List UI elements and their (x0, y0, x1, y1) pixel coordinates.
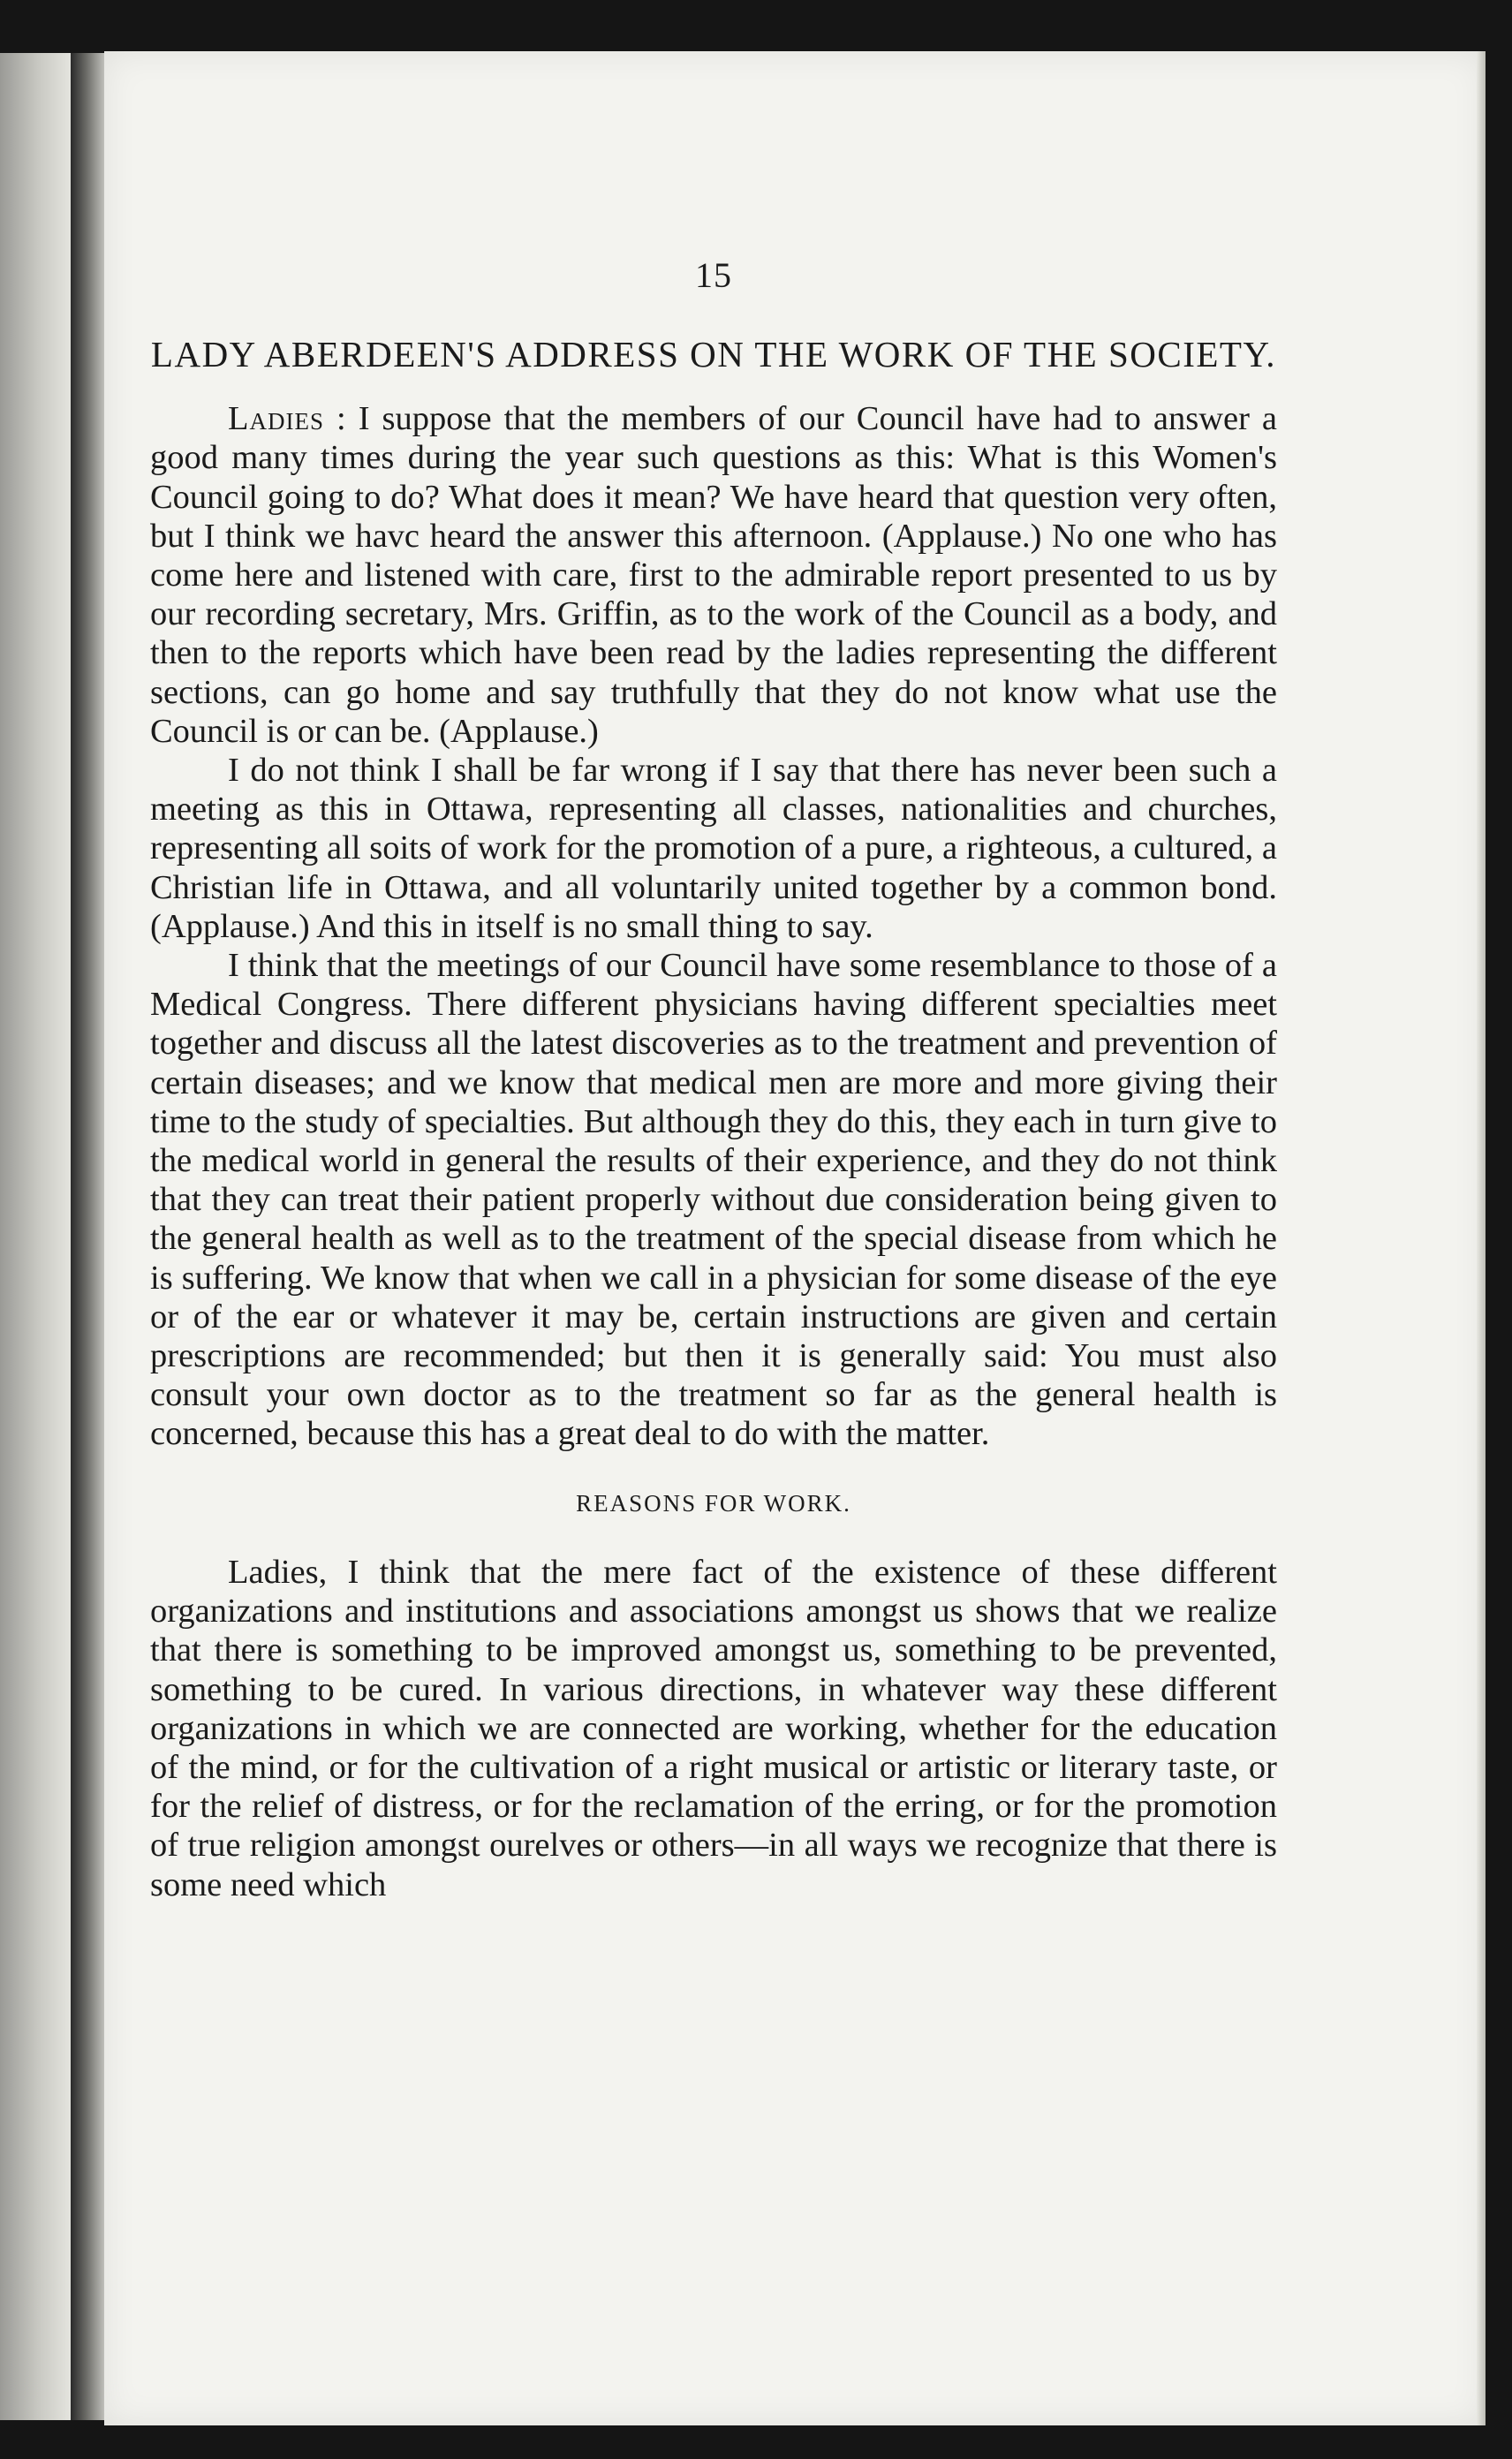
page-number: 15 (695, 255, 732, 295)
paragraph-lead: Ladies (228, 400, 325, 438)
paragraph-1-text: : I suppose that the members of our Council have had to answer a good many times during the year such questions as this: What is this Women's Council going to do? What does it mean? We have heard that question very often, but I think we havc heard the answer this afternoon. (Applause.) No one who has come here and listened with care, first to the admirable report presented to us by our recording secretary, Mrs. Griffin, as to the work of the Council as a body, and then to the reports which have been read by the ladies representing the different sections, can go home and say truthfully that they do not know what use the Council is or can be. (Applause.) (150, 400, 1278, 750)
paragraph-4: Ladies, I think that the mere fact of the existence of these different organizations and institutions and associations amongst us shows that we realize that there is something to be improved amongst us, something to be prevented, something to be cured. In various directions, in whatever way these different organizations in which we are connected are working, whether for the education of the mind, or for the cultivation of a right musical or artistic or literary taste, or for the relief of distress, or for the reclamation of the erring, or for the promotion of true religion amongst ourelves or others—in all ways we recognize that there is some need which (150, 1553, 1277, 1903)
paragraph-1 (150, 399, 1277, 751)
left-page-edge (0, 53, 71, 2420)
page-right-edge (1477, 51, 1486, 2425)
paragraph-2: I do not think I shall be far wrong if I say that there has never been such a meeting as this in Ottawa, representing all classes, nationalities and churches, representing all soits of work for the promotion of a pure, a righteous, a cultured, a Christian life in Ottawa, and all voluntarily united together by a common bond. (Applause.) And this in itself is no small thing to say. (150, 752, 1277, 945)
page-content (150, 256, 1277, 1904)
page-title: LADY ABERDEEN'S ADDRESS ON THE WORK OF THE SOCIETY. (150, 334, 1277, 375)
section-heading: REASONS FOR WORK. (576, 1489, 851, 1517)
paragraph-3: I think that the meetings of our Council have some resemblance to those of a Medical Congress. There different physicians having different specialties meet together and discuss all the latest discoveries as to the treatment and prevention of certain diseases; and we know that medical men are more and more giving their time to the study of specialties. But although they do this, they each in turn give to the medical world in general the results of their experience, and they do not think that they can treat their patient properly without due consideration being given to the general health as well as to the treatment of the special disease from which he is suffering. We know that when we call in a physician for some disease of the eye or of the ear or whatever it may be, certain instructions are given and certain prescriptions are recommended; but then it is generally said: You must also consult your own doctor as to the treatment so far as the general health is concerned, because this has a great deal to do with the matter. (150, 947, 1277, 1453)
